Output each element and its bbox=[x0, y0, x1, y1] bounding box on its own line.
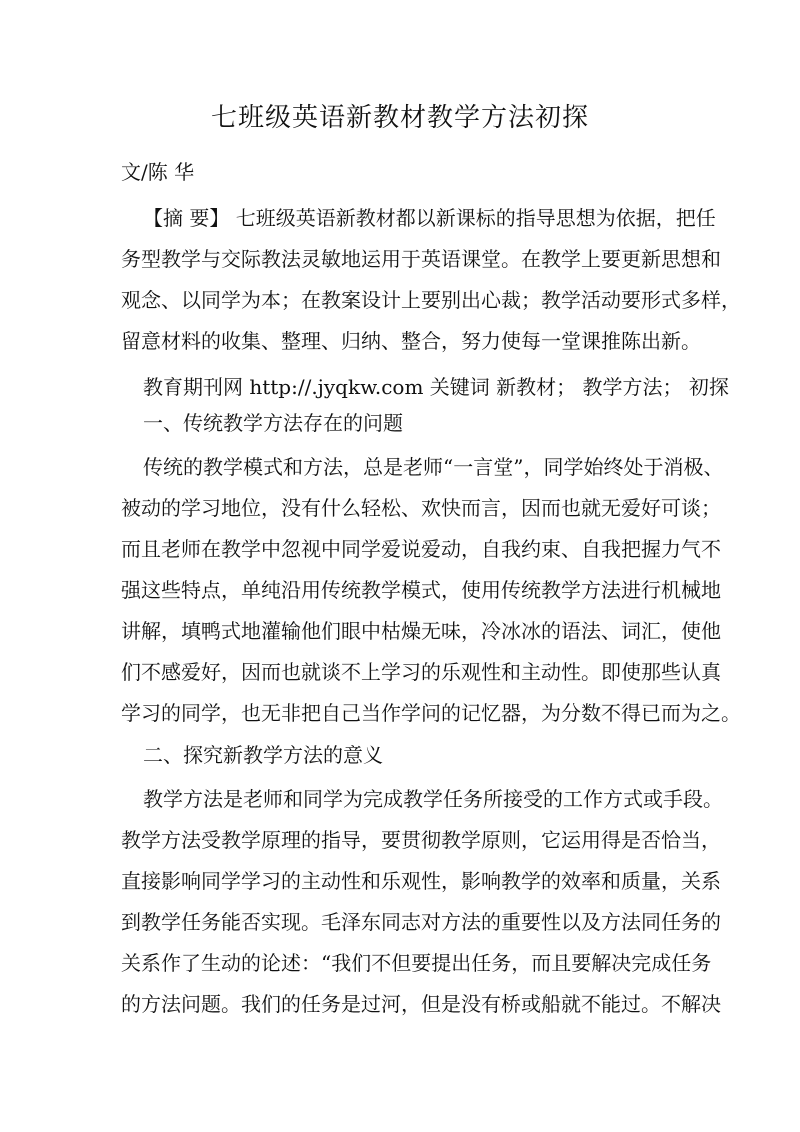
body-line-13: 的方法问题。我们的任务是过河，但是没有桥或船就不能过。不解决 bbox=[121, 992, 721, 1016]
abstract-line-2: 务型教学与交际教法灵敏地运用于英语课堂。在教学上要更新思想和 bbox=[121, 247, 721, 271]
body-line-10: 直接影响同学学习的主动性和乐观性，影响教学的效率和质量，关系 bbox=[121, 869, 721, 893]
body-line-12: 关系作了生动的论述：“我们不但要提出任务，而且要解决完成任务 bbox=[121, 951, 712, 975]
body-line-3: 而且老师在教学中忽视中同学爱说爱动，自我约束、自我把握力气不 bbox=[121, 537, 721, 561]
body-line-7: 学习的同学，也无非把自己当作学问的记忆器，为分数不得已而为之。 bbox=[121, 701, 741, 725]
section-heading-1: 一、传统教学方法存在的问题 bbox=[143, 411, 403, 435]
body-line-4: 强这些特点，单纯沿用传统教学模式，使用传统教学方法进行机械地 bbox=[121, 578, 721, 602]
body-line-9: 教学方法受教学原理的指导，要贯彻教学原则，它运用得是否恰当， bbox=[121, 828, 721, 852]
body-line-6: 们不感爱好，因而也就谈不上学习的乐观性和主动性。即使那些认真 bbox=[121, 660, 721, 684]
page-title: 七班级英语新教材教学方法初探 bbox=[210, 103, 589, 133]
abstract-line-4: 留意材料的收集、整理、归纳、整合，努力使每一堂课推陈出新。 bbox=[121, 329, 701, 353]
abstract-line-1: 【摘 要】 七班级英语新教材都以新课标的指导思想为依据，把任 bbox=[143, 206, 716, 230]
body-line-8: 教学方法是老师和同学为完成教学任务所接受的工作方式或手段。 bbox=[143, 787, 723, 811]
author-line: 文/陈 华 bbox=[121, 160, 195, 184]
keywords-line: 教育期刊网 http://.jyqkw.com 关键词 新教材； 教学方法； 初探 bbox=[143, 375, 729, 399]
body-line-2: 被动的学习地位，没有什么轻松、欢快而言，因而也就无爱好可谈； bbox=[121, 496, 721, 520]
section-heading-2: 二、探究新教学方法的意义 bbox=[143, 743, 383, 767]
body-line-11: 到教学任务能否实现。毛泽东同志对方法的重要性以及方法同任务的 bbox=[121, 910, 721, 934]
body-line-1: 传统的教学模式和方法，总是老师“一言堂”，同学始终处于消极、 bbox=[143, 455, 724, 479]
body-line-5: 讲解，填鸭式地灌输他们眼中枯燥无味，冷冰冰的语法、词汇，使他 bbox=[121, 619, 721, 643]
abstract-line-3: 观念、以同学为本；在教案设计上要别出心裁；教学活动要形式多样， bbox=[121, 288, 741, 312]
